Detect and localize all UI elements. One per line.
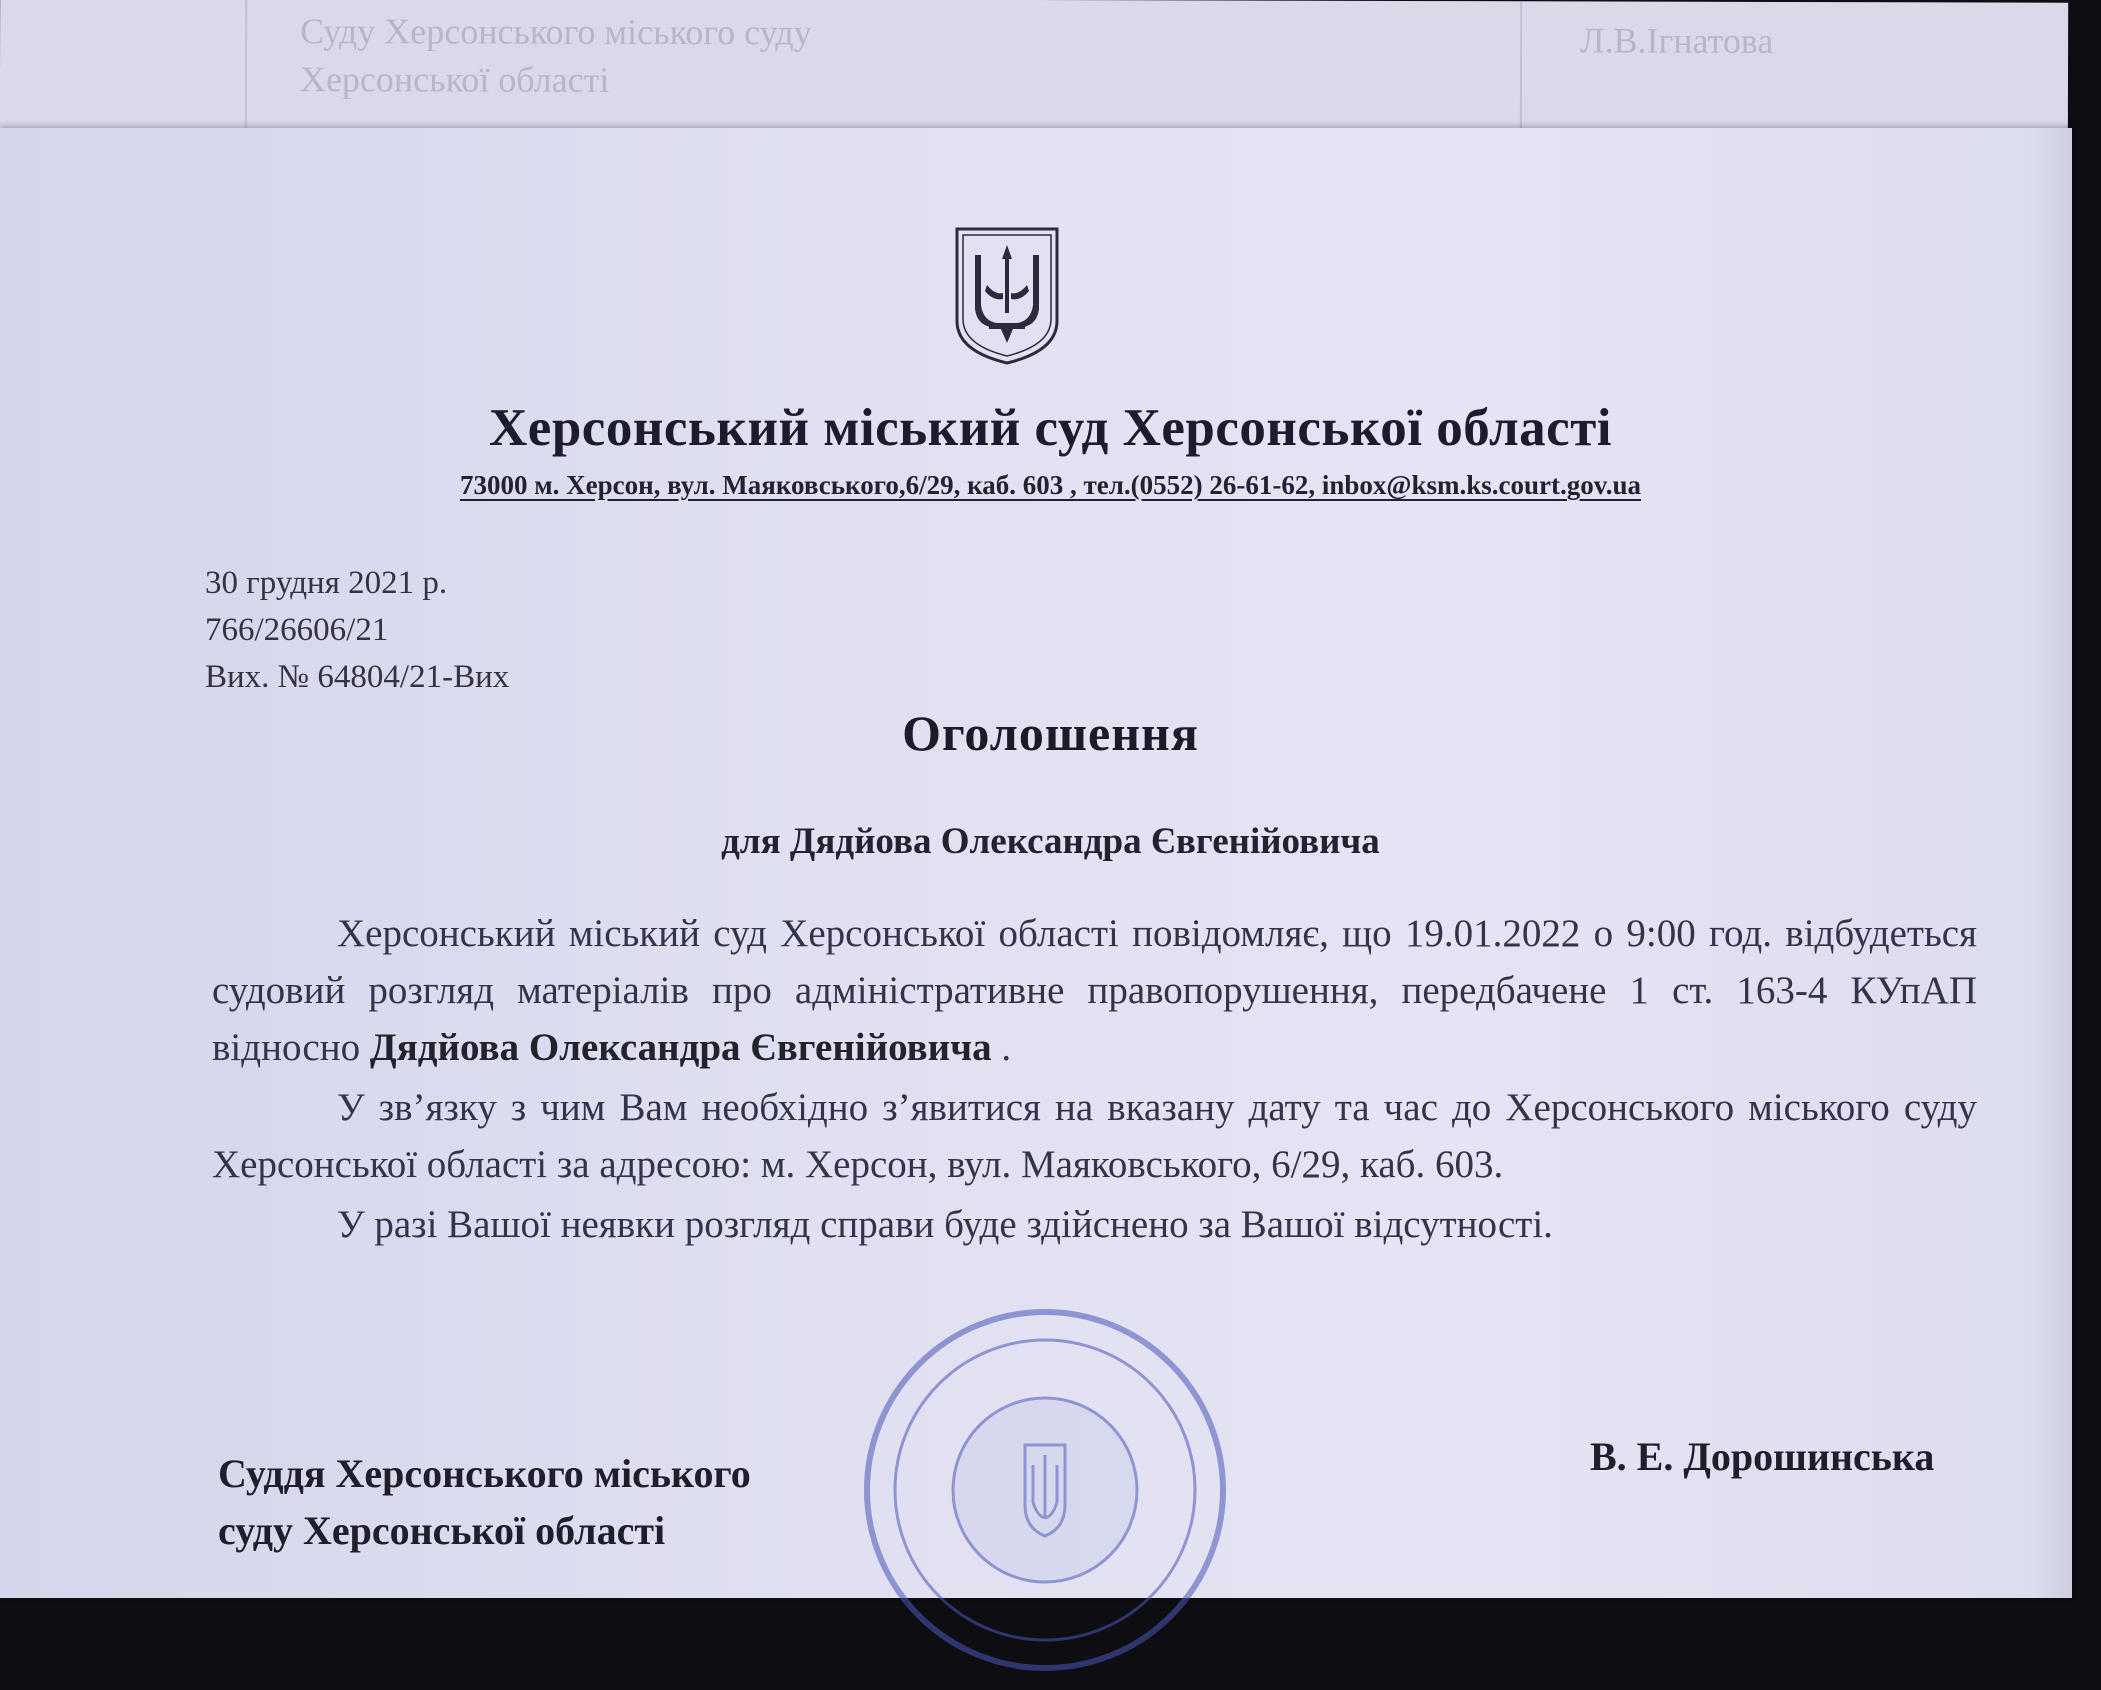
- paragraph-hearing-end: .: [991, 1026, 1012, 1069]
- judge-position-line-1: Суддя Херсонського міського: [218, 1451, 751, 1496]
- judge-name: В. Е. Дорошинська: [1590, 1434, 1935, 1479]
- underlying-page: Суду Херсонського міського суду Херсонської області Л.В.Ігнатова: [0, 0, 2068, 153]
- paragraph-hearing-text: Херсонський міський суд Херсонської області повідомляє, що 19.01.2022 о 9:00 год. відбудеться судовий розгляд матеріалів про адміністративне правопорушення, передбачене 1 ст. 163-4 КУпАП відносно: [212, 912, 1977, 1069]
- notice-heading: Оголошення: [902, 705, 1199, 761]
- paragraph-absence: У разі Вашої неявки розгляд справи буде здійснено за Вашої відсутності.: [337, 1203, 1553, 1246]
- defendant-name: Дядйова Олександра Євгенійовича: [369, 1026, 992, 1069]
- court-address-line: 73000 м. Херсон, вул. Маяковського,6/29, каб. 603 , тел.(0552) 26-61-62, inbox@ksm.ks.court.gov.ua: [459, 470, 1642, 500]
- case-number: 766/26606/21: [205, 612, 389, 648]
- judge-position: [218, 1445, 918, 1559]
- trident-coat-of-arms-icon: [953, 225, 1061, 367]
- court-name-heading: Херсонський міський суд Херсонської області: [489, 399, 1612, 457]
- paragraph-summons: У зв’язку з чим Вам необхідно з’явитися на вказану дату та час до Херсонського міського суду Херсонської області за адресою: м. Херсон, вул. Маяковського, 6/29, каб. 603.: [212, 1086, 1977, 1186]
- paragraph-hearing: [212, 905, 1977, 1076]
- document-date: 30 грудня 2021 р.: [205, 565, 448, 601]
- notice-body: [212, 905, 1977, 1253]
- outgoing-number: Вих. № 64804/21-Вих: [205, 659, 510, 695]
- judge-position-line-2: суду Херсонської області: [218, 1508, 666, 1553]
- notice-addressee: для Дядйова Олександра Євгенійовича: [721, 821, 1380, 862]
